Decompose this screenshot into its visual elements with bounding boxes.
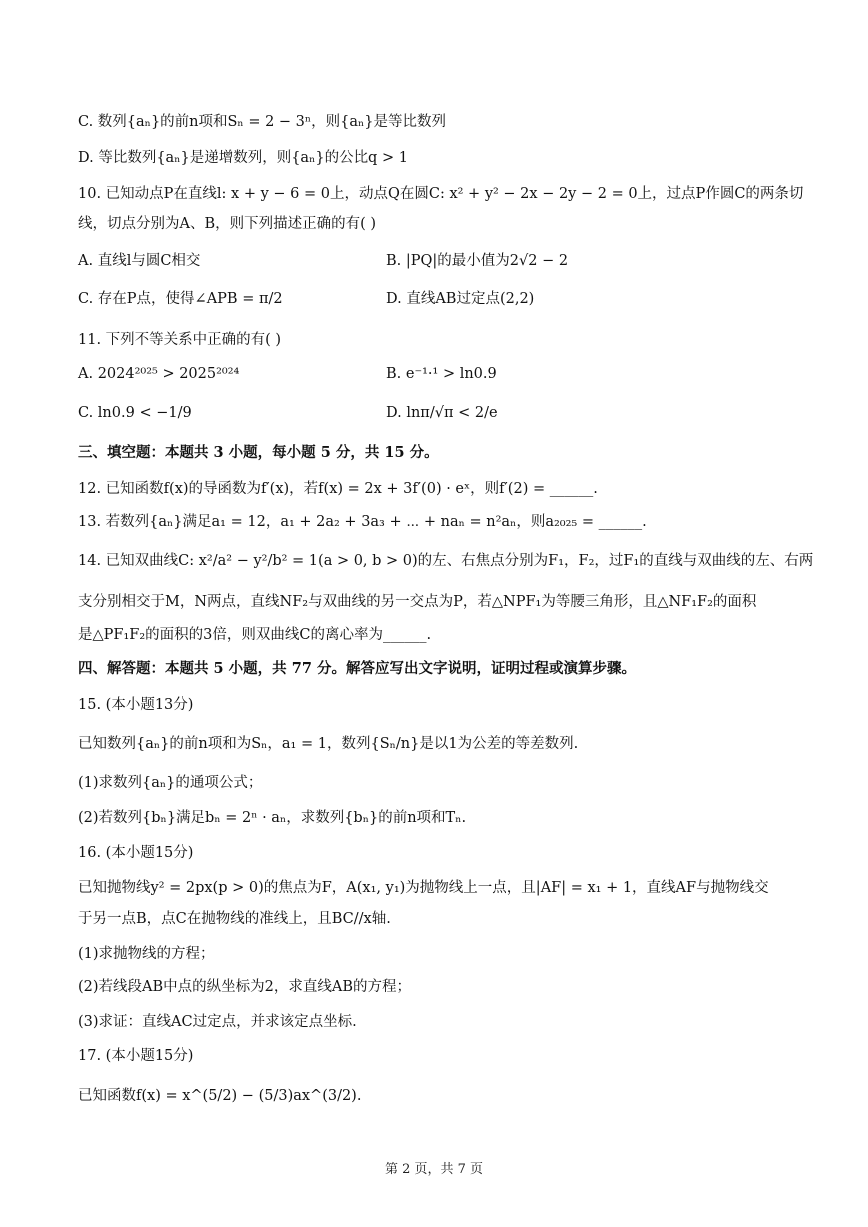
q11-option-c: C. ln0.9 < −1/9: [78, 405, 192, 421]
section-4-heading: 四、解答题：本题共 5 小题，共 77 分。解答应写出文字说明，证明过程或演算步骤。: [78, 660, 636, 677]
q13-stem: 13. 若数列{aₙ}满足a₁ = 12，a₁ + 2a₂ + 3a₃ + ⋯ + naₙ = n²aₙ，则a₂₀₂₅ = ______.: [78, 514, 647, 530]
q9-option-d: D. 等比数列{aₙ}是递增数列，则{aₙ}的公比q > 1: [78, 150, 408, 166]
q11-option-b: B. e⁻¹·¹ > ln0.9: [386, 366, 497, 382]
q16-part2: (2)若线段AB中点的纵坐标为2，求直线AB的方程；: [78, 979, 412, 995]
q17-heading: 17. (本小题15分): [78, 1048, 194, 1064]
q17-stem: 已知函数f(x) = x^(5/2) − (5/3)ax^(3/2).: [78, 1088, 362, 1104]
section-3-heading: 三、填空题：本题共 3 小题，每小题 5 分，共 15 分。: [78, 444, 439, 461]
q15-stem: 已知数列{aₙ}的前n项和为Sₙ，a₁ = 1，数列{Sₙ/n}是以1为公差的等差数列.: [78, 736, 579, 752]
q16-part1: (1)求抛物线的方程；: [78, 946, 215, 962]
q16-stem-line1: 已知抛物线y² = 2px(p > 0)的焦点为F，A(x₁, y₁)为抛物线上一点，且|AF| = x₁ + 1，直线AF与抛物线交: [78, 880, 769, 896]
q9-option-c: C. 数列{aₙ}的前n项和Sₙ = 2 − 3ⁿ，则{aₙ}是等比数列: [78, 114, 447, 130]
q10-option-d: D. 直线AB过定点(2,2): [386, 291, 535, 307]
q10-option-b: B. |PQ|的最小值为2√2 − 2: [386, 253, 569, 269]
q15-part2: (2)若数列{bₙ}满足bₙ = 2ⁿ · aₙ，求数列{bₙ}的前n项和Tₙ.: [78, 810, 467, 826]
q16-stem-line2: 于另一点B，点C在抛物线的准线上，且BC//x轴.: [78, 911, 391, 927]
q10-option-a: A. 直线l与圆C相交: [78, 253, 201, 269]
q16-part3: (3)求证：直线AC过定点，并求该定点坐标.: [78, 1014, 357, 1030]
q14-stem-line2: 支分别相交于M，N两点，直线NF₂与双曲线的另一交点为P，若△NPF₁为等腰三角形，且△NF₁F₂的面积: [78, 594, 757, 610]
q11-option-d: D. lnπ/√π < 2/e: [386, 405, 498, 421]
q10-stem-line1: 10. 已知动点P在直线l: x + y − 6 = 0上，动点Q在圆C: x² + y² − 2x − 2y − 2 = 0上，过点P作圆C的两条切: [78, 186, 804, 202]
q10-stem-line2: 线，切点分别为A、B，则下列描述正确的有( ): [78, 216, 377, 232]
q15-part1: (1)求数列{aₙ}的通项公式；: [78, 775, 263, 791]
page-footer: 第 2 页，共 7 页: [384, 1162, 484, 1177]
q16-heading: 16. (本小题15分): [78, 845, 194, 861]
q11-stem: 11. 下列不等关系中正确的有( ): [78, 332, 282, 348]
q14-stem-line1: 14. 已知双曲线C: x²/a² − y²/b² = 1(a > 0, b > 0)的左、右焦点分别为F₁，F₂，过F₁的直线与双曲线的左、右两: [78, 553, 814, 569]
q10-option-c: C. 存在P点，使得∠APB = π/2: [78, 291, 283, 307]
q12-stem: 12. 已知函数f(x)的导函数为f′(x)，若f(x) = 2x + 3f′(0) · eˣ，则f′(2) = ______.: [78, 481, 598, 497]
q14-stem-line3: 是△PF₁F₂的面积的3倍，则双曲线C的离心率为______.: [78, 627, 432, 643]
q15-heading: 15. (本小题13分): [78, 697, 194, 713]
q11-option-a: A. 2024²⁰²⁵ > 2025²⁰²⁴: [78, 366, 240, 382]
